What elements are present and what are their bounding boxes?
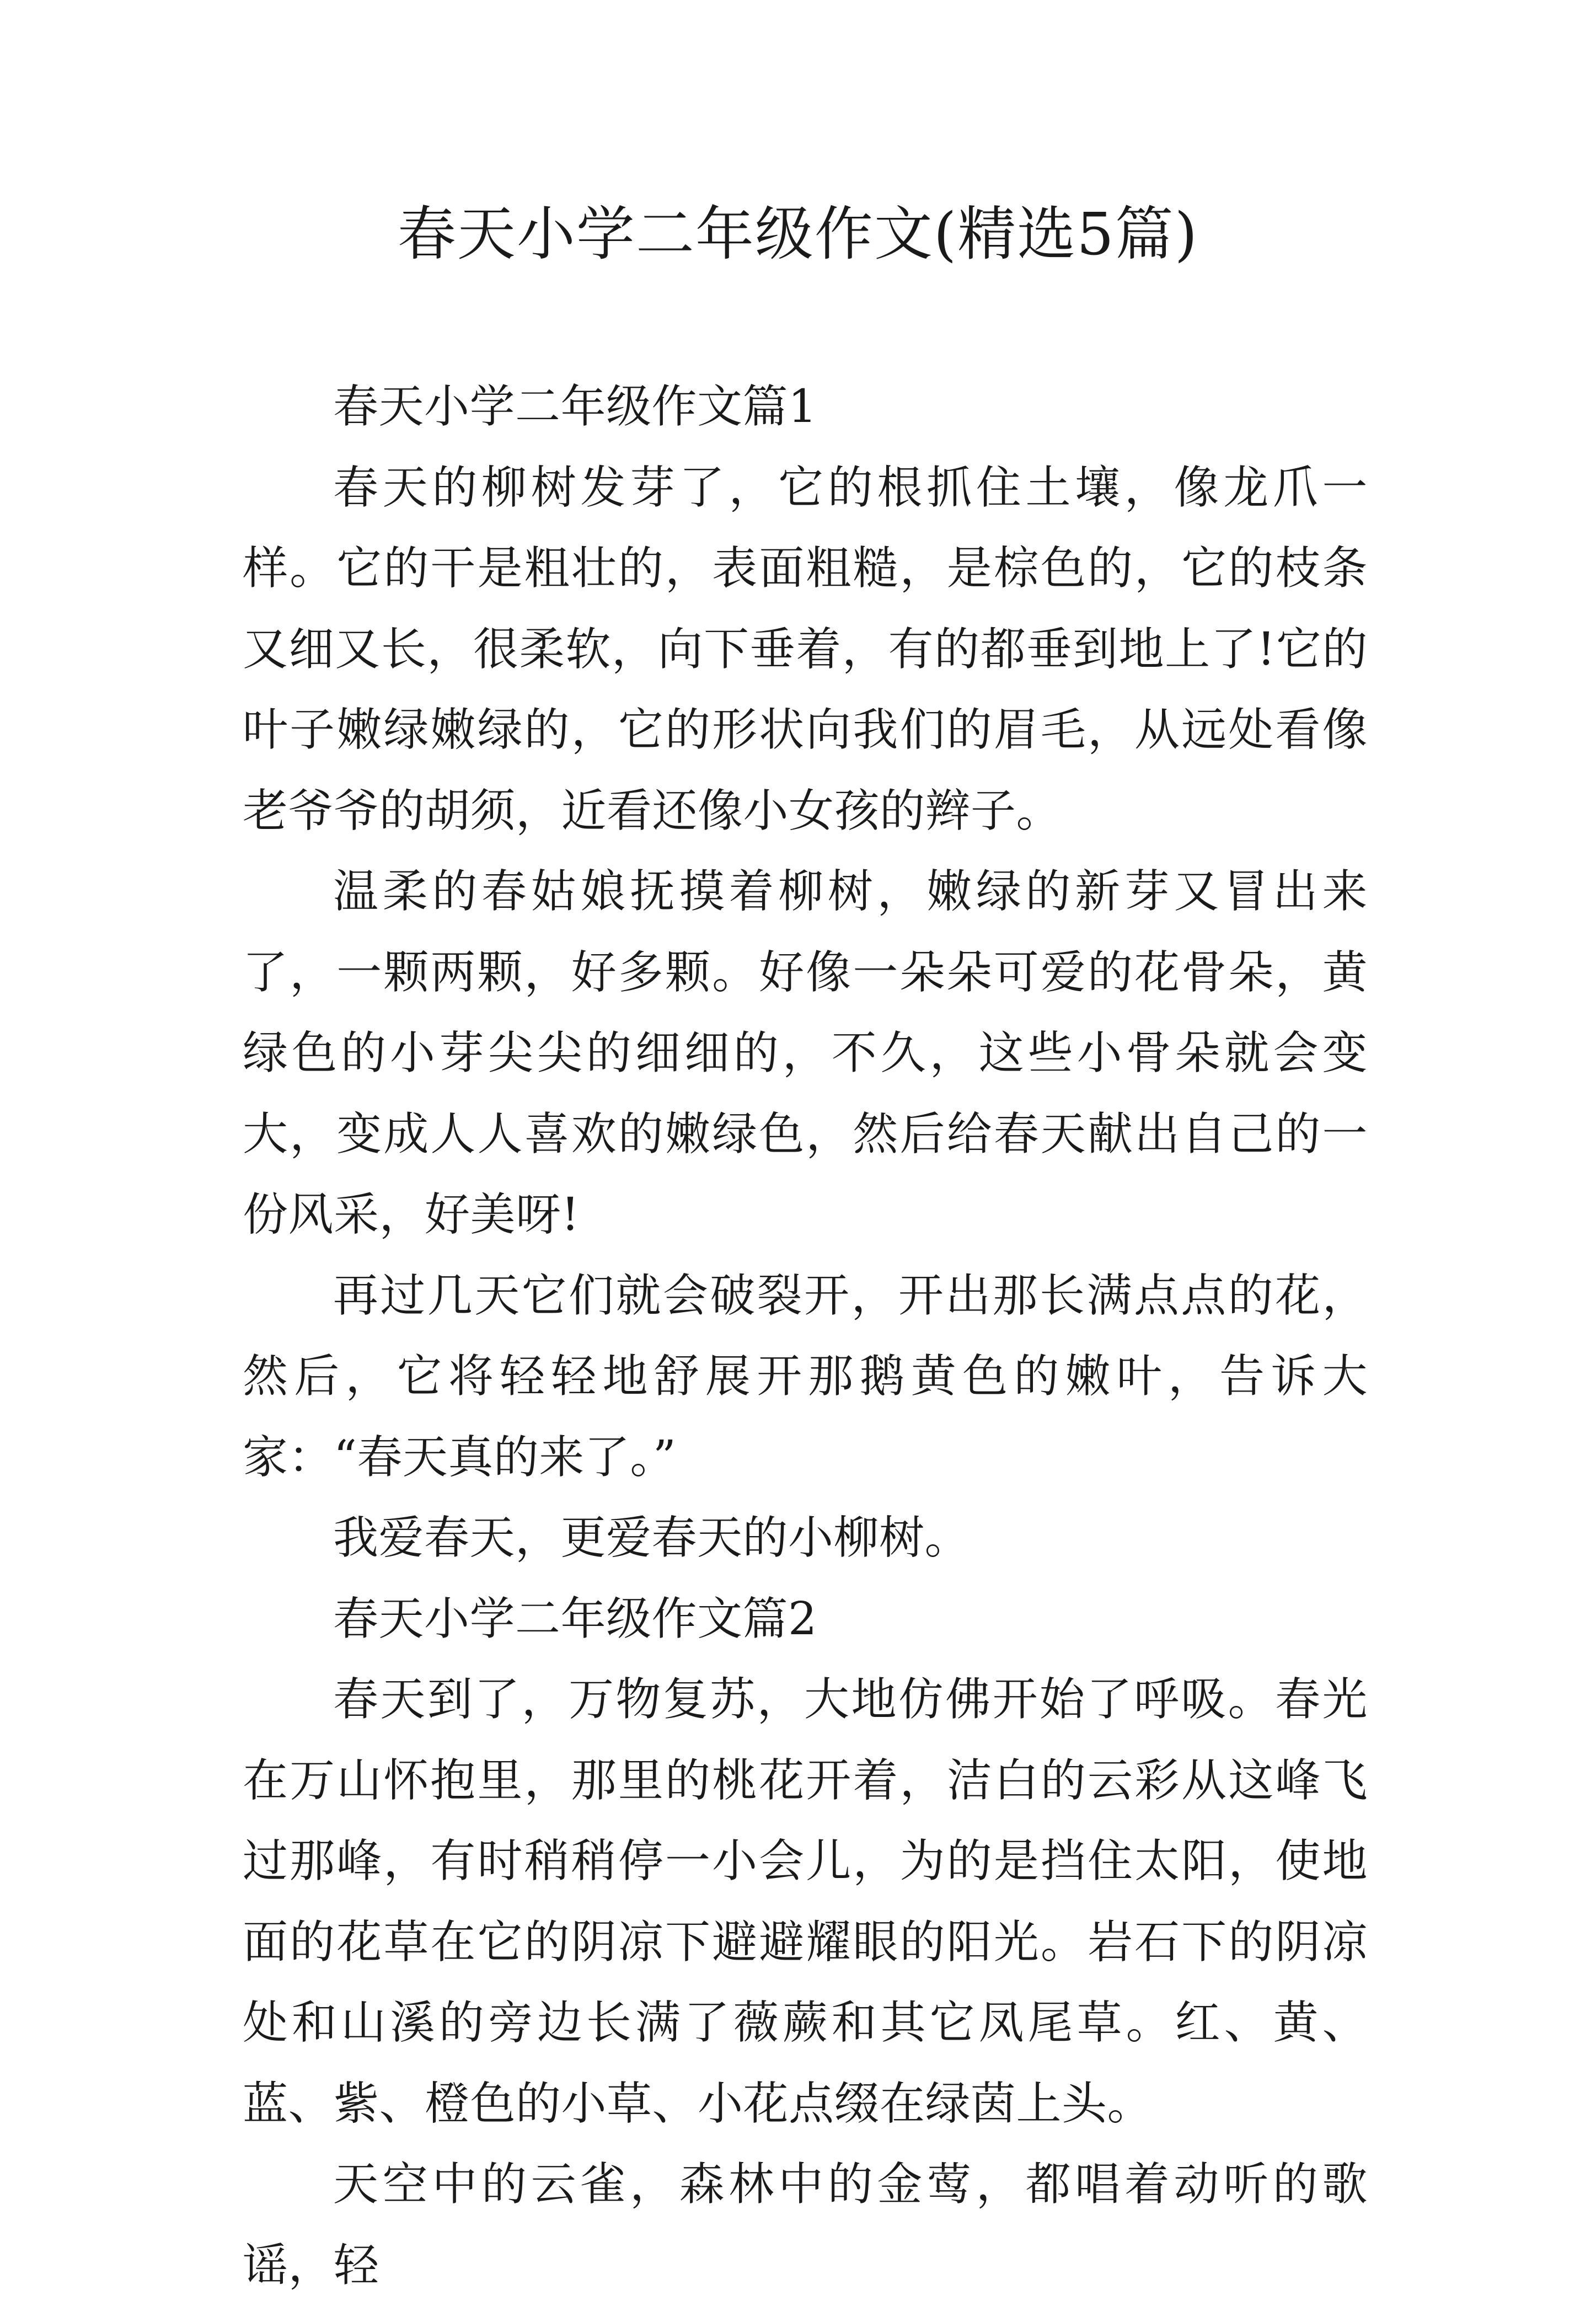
paragraph: 天空中的云雀，森林中的金莺，都唱着动听的歌谣，轻: [243, 2158, 1368, 2292]
paragraph: 春天到了，万物复苏，大地仿佛开始了呼吸。春光在万山怀抱里，那里的桃花开着，洁白的云彩从这峰飞过那峰，有时稍稍停一小会儿，为的是挡住太阳，使地面的花草在它的阴凉下避避耀眼的阳光。岩石下的阴凉处和山溪的旁边长满了薇蕨和其它凤尾草。红、黄、蓝、紫、橙色的小草、小花点缀在绿茵上头。: [243, 1673, 1368, 2130]
section-heading: 春天小学二年级作文篇1: [333, 381, 817, 433]
document-title: 春天小学二年级作文(精选5篇): [397, 200, 1199, 268]
document-body: [243, 367, 1368, 2306]
paragraph: 再过几天它们就会破裂开，开出那长满点点的花，然后，它将轻轻地舒展开那鹅黄色的嫩叶，告诉大家：“春天真的来了。”: [243, 1269, 1368, 1484]
section-heading: 春天小学二年级作文篇2: [333, 1592, 817, 1645]
paragraph: 我爱春天，更爱春天的小柳树。: [333, 1512, 971, 1564]
paragraph: 春天的柳树发芽了，它的根抓住土壤，像龙爪一样。它的干是粗壮的，表面粗糙，是棕色的，它的枝条又细又长，很柔软，向下垂着，有的都垂到地上了!它的叶子嫩绿嫩绿的，它的形状向我们的眉毛，从远处看像老爷爷的胡须，近看还像小女孩的辫子。: [243, 461, 1368, 837]
paragraph: 温柔的春姑娘抚摸着柳树，嫩绿的新芽又冒出来了，一颗两颗，好多颗。好像一朵朵可爱的花骨朵，黄绿色的小芽尖尖的细细的，不久，这些小骨朵就会变大，变成人人喜欢的嫩绿色，然后给春天献出自己的一份风采，好美呀!: [243, 865, 1368, 1241]
